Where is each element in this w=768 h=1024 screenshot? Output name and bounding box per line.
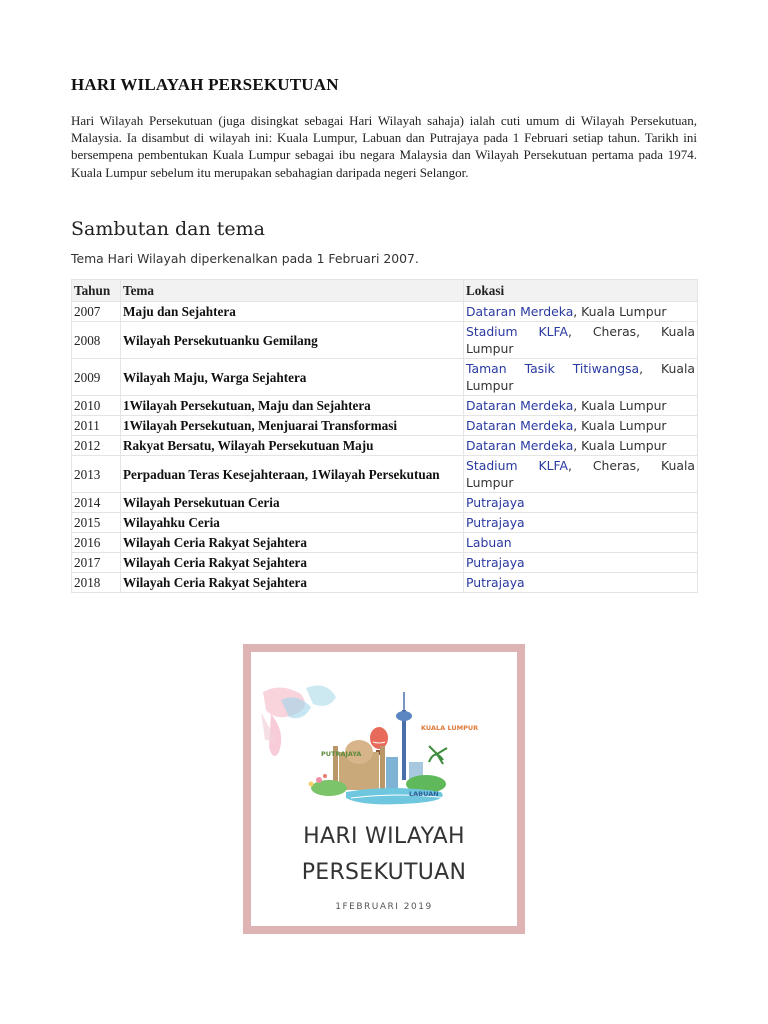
location-cell: [464, 456, 698, 493]
table-row: [72, 436, 698, 456]
theme-cell: Wilayah Ceria Rakyat Sejahtera: [121, 533, 464, 553]
page-title: HARI WILAYAH PERSEKUTUAN: [71, 75, 339, 94]
intro-paragraph: Hari Wilayah Persekutuan (juga disingkat sebagai Hari Wilayah sahaja) ialah cuti umum di Wilayah Persekutuan, Malaysia. Ia disambut di wilayah ini: Kuala Lumpur, Labuan dan Putrajaya pada 1 Februari setiap tahun. Tarikh ini bersempena pembentukan Kuala Lumpur sebagai ibu negara Malaysia dan Wilayah Persekutuan pertama pada 1974. Kuala Lumpur sebelum itu merupakan sebahagian daripada negeri Selangor.: [71, 113, 697, 180]
year-cell: 2011: [72, 416, 121, 436]
theme-cell: Wilayah Ceria Rakyat Sejahtera: [121, 553, 464, 573]
poster-image: [243, 644, 525, 934]
label-labuan: LABUAN: [409, 790, 439, 798]
location-rest: , Kuala Lumpur: [466, 361, 695, 393]
table-row: [72, 513, 698, 533]
section-intro: Tema Hari Wilayah diperkenalkan pada 1 Februari 2007.: [71, 251, 419, 266]
location-link[interactable]: Taman Tasik Titiwangsa: [466, 361, 640, 376]
year-cell: 2015: [72, 513, 121, 533]
theme-cell: Wilayahku Ceria: [121, 513, 464, 533]
location-link[interactable]: Stadium KLFA: [466, 458, 568, 473]
year-cell: 2014: [72, 493, 121, 513]
theme-cell: 1Wilayah Persekutuan, Maju dan Sejahtera: [121, 396, 464, 416]
location-cell: [464, 436, 698, 456]
year-cell: 2010: [72, 396, 121, 416]
location-cell: [464, 359, 698, 396]
location-cell: [464, 416, 698, 436]
theme-cell: Wilayah Ceria Rakyat Sejahtera: [121, 573, 464, 593]
theme-table: [71, 279, 698, 593]
theme-cell: Wilayah Maju, Warga Sejahtera: [121, 359, 464, 396]
location-cell: [464, 533, 698, 553]
table-row: [72, 302, 698, 322]
theme-cell: 1Wilayah Persekutuan, Menjuarai Transformasi: [121, 416, 464, 436]
table-header-row: [72, 280, 698, 302]
year-cell: 2008: [72, 322, 121, 359]
poster-date: 1FEBRUARI 2019: [335, 902, 433, 912]
theme-cell: Wilayah Persekutuanku Gemilang: [121, 322, 464, 359]
label-kuala-lumpur: KUALA LUMPUR: [421, 724, 479, 732]
table-row: [72, 553, 698, 573]
location-link[interactable]: Dataran Merdeka: [466, 398, 574, 413]
year-cell: 2017: [72, 553, 121, 573]
location-cell: [464, 322, 698, 359]
table-row: [72, 573, 698, 593]
theme-cell: Maju dan Sejahtera: [121, 302, 464, 322]
location-link[interactable]: Dataran Merdeka: [466, 304, 574, 319]
location-cell: [464, 396, 698, 416]
table-row: [72, 493, 698, 513]
year-cell: 2007: [72, 302, 121, 322]
location-link[interactable]: Dataran Merdeka: [466, 438, 574, 453]
theme-cell: Perpaduan Teras Kesejahteraan, 1Wilayah Persekutuan: [121, 456, 464, 493]
table-row: [72, 533, 698, 553]
location-link[interactable]: Dataran Merdeka: [466, 418, 574, 433]
location-link[interactable]: Putrajaya: [466, 495, 525, 510]
year-cell: 2013: [72, 456, 121, 493]
location-rest: , Kuala Lumpur: [573, 304, 667, 319]
location-link[interactable]: Stadium KLFA: [466, 324, 568, 339]
section-heading: Sambutan dan tema: [71, 218, 265, 240]
location-rest: , Kuala Lumpur: [573, 418, 667, 433]
location-cell: [464, 302, 698, 322]
poster-title-line1: HARI WILAYAH: [303, 824, 465, 849]
location-cell: [464, 573, 698, 593]
location-rest: , Cheras, Kuala Lumpur: [466, 458, 695, 490]
balloon-icon: [370, 727, 388, 749]
table-row: [72, 359, 698, 396]
location-link[interactable]: Putrajaya: [466, 575, 525, 590]
location-cell: [464, 553, 698, 573]
location-rest: , Cheras, Kuala Lumpur: [466, 324, 695, 356]
year-cell: 2016: [72, 533, 121, 553]
location-rest: , Kuala Lumpur: [573, 398, 667, 413]
table-row: [72, 322, 698, 359]
header-tema: Tema: [121, 280, 464, 302]
header-lokasi: Lokasi: [464, 280, 698, 302]
year-cell: 2012: [72, 436, 121, 456]
header-tahun: Tahun: [72, 280, 121, 302]
label-putrajaya: PUTRAJAYA: [321, 750, 362, 758]
table-row: [72, 416, 698, 436]
year-cell: 2018: [72, 573, 121, 593]
theme-cell: Wilayah Persekutuan Ceria: [121, 493, 464, 513]
poster-title-line2: PERSEKUTUAN: [301, 860, 467, 885]
location-link[interactable]: Labuan: [466, 535, 512, 550]
table-row: [72, 396, 698, 416]
location-link[interactable]: Putrajaya: [466, 515, 525, 530]
location-rest: , Kuala Lumpur: [573, 438, 667, 453]
year-cell: 2009: [72, 359, 121, 396]
table-row: [72, 456, 698, 493]
location-link[interactable]: Putrajaya: [466, 555, 525, 570]
theme-cell: Rakyat Bersatu, Wilayah Persekutuan Maju: [121, 436, 464, 456]
location-cell: [464, 493, 698, 513]
location-cell: [464, 513, 698, 533]
